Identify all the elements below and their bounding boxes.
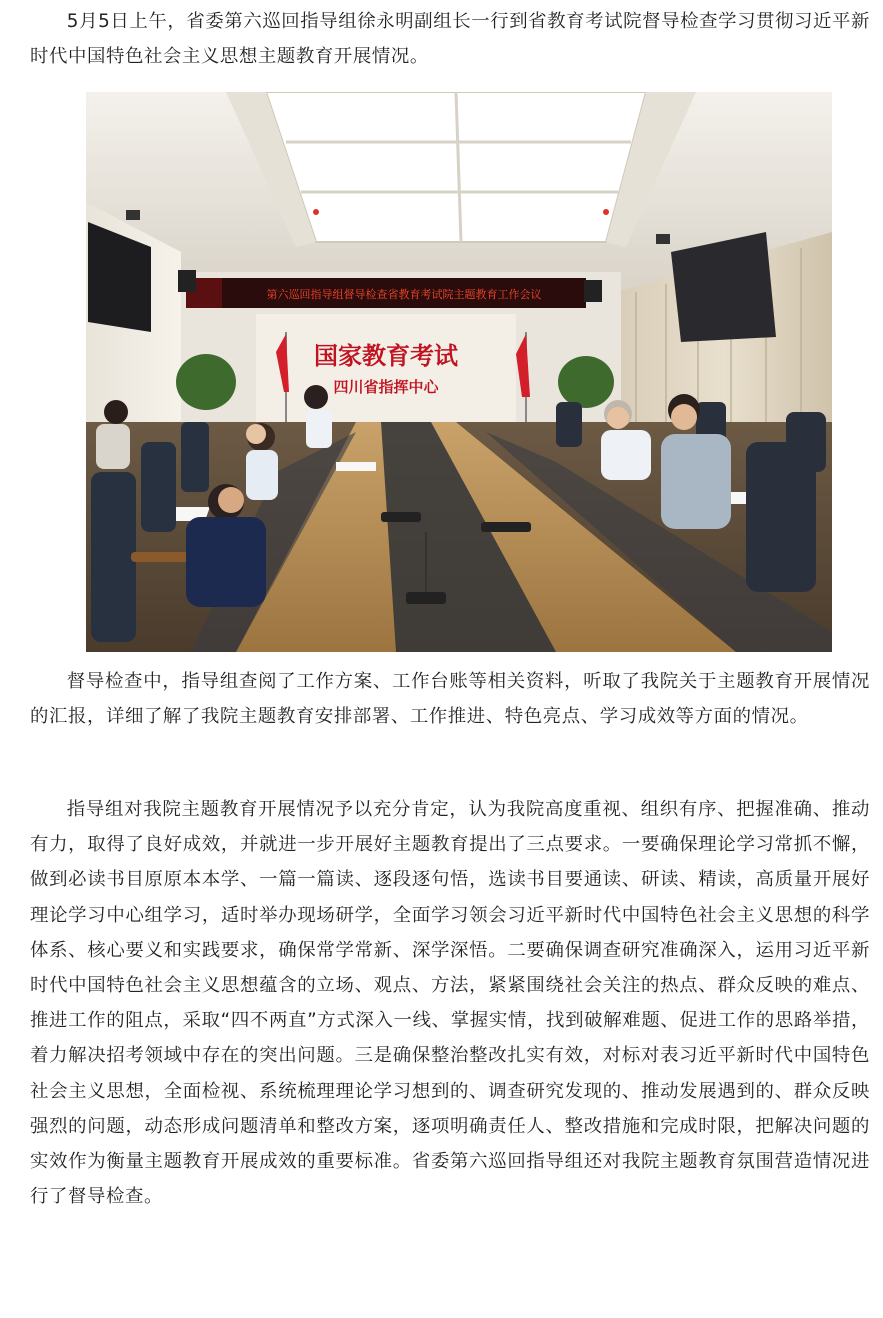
inspection-paragraph: 督导检查中，指导组查阅了工作方案、工作台账等相关资料，听取了我院关于主题教育开展情况的汇报，详细了解了我院主题教育安排部署、工作推进、特色亮点、学习成效等方面的情况。 xyxy=(30,671,870,728)
requirements-paragraph: 指导组对我院主题教育开展情况予以充分肯定，认为我院高度重视、组织有序、把握准确、推动有力，取得了良好成效，并就进一步开展好主题教育提出了三点要求。一要确保理论学习常抓不懈，做到必读书目原原本本学、一篇一篇读、逐段逐句悟，选读书目要通读、研读、精读，高质量开展好理论学习中心组学习，适时举办现场研学，全面学习领会习近平新时代中国特色社会主义思想的科学体系、核心要义和实践要求，确保常学常新、深学深悟。二要确保调查研究准确深入，运用习近平新时代中国特色社会主义思想蕴含的立场、观点、方法，紧紧围绕社会关注的热点、群众反映的难点、推进工作的阻点，采取“四不两直”方式深入一线、掌握实情，找到破解难题、促进工作的思路举措，着力解决招考领域中存在的突出问题。三是确保整治整改扎实有效，对标对表习近平新时代中国特色社会主义思想，全面检视、系统梳理理论学习想到的、调查研究发现的、推动发展遇到的、群众反映强烈的问题，动态形成问题清单和整改方案，逐项明确责任人、整改措施和完成时限，把解决问题的实效作为衡量主题教育开展成效的重要标准。省委第六巡回指导组还对我院主题教育氛围营造情况进行了督导检查。 xyxy=(30,799,870,1208)
led-banner-text: 第六巡回指导组督导检查省教育考试院主题教育工作会议 xyxy=(266,288,542,301)
wall-title: 国家教育考试 xyxy=(314,342,458,370)
intro-paragraph: 5月5日上午，省委第六巡回指导组徐永明副组长一行到省教育考试院督导检查学习贯彻习近平新时代中国特色社会主义思想主题教育开展情况。 xyxy=(30,11,871,68)
meeting-photo xyxy=(86,92,832,652)
wall-subtitle: 四川省指挥中心 xyxy=(333,378,439,396)
